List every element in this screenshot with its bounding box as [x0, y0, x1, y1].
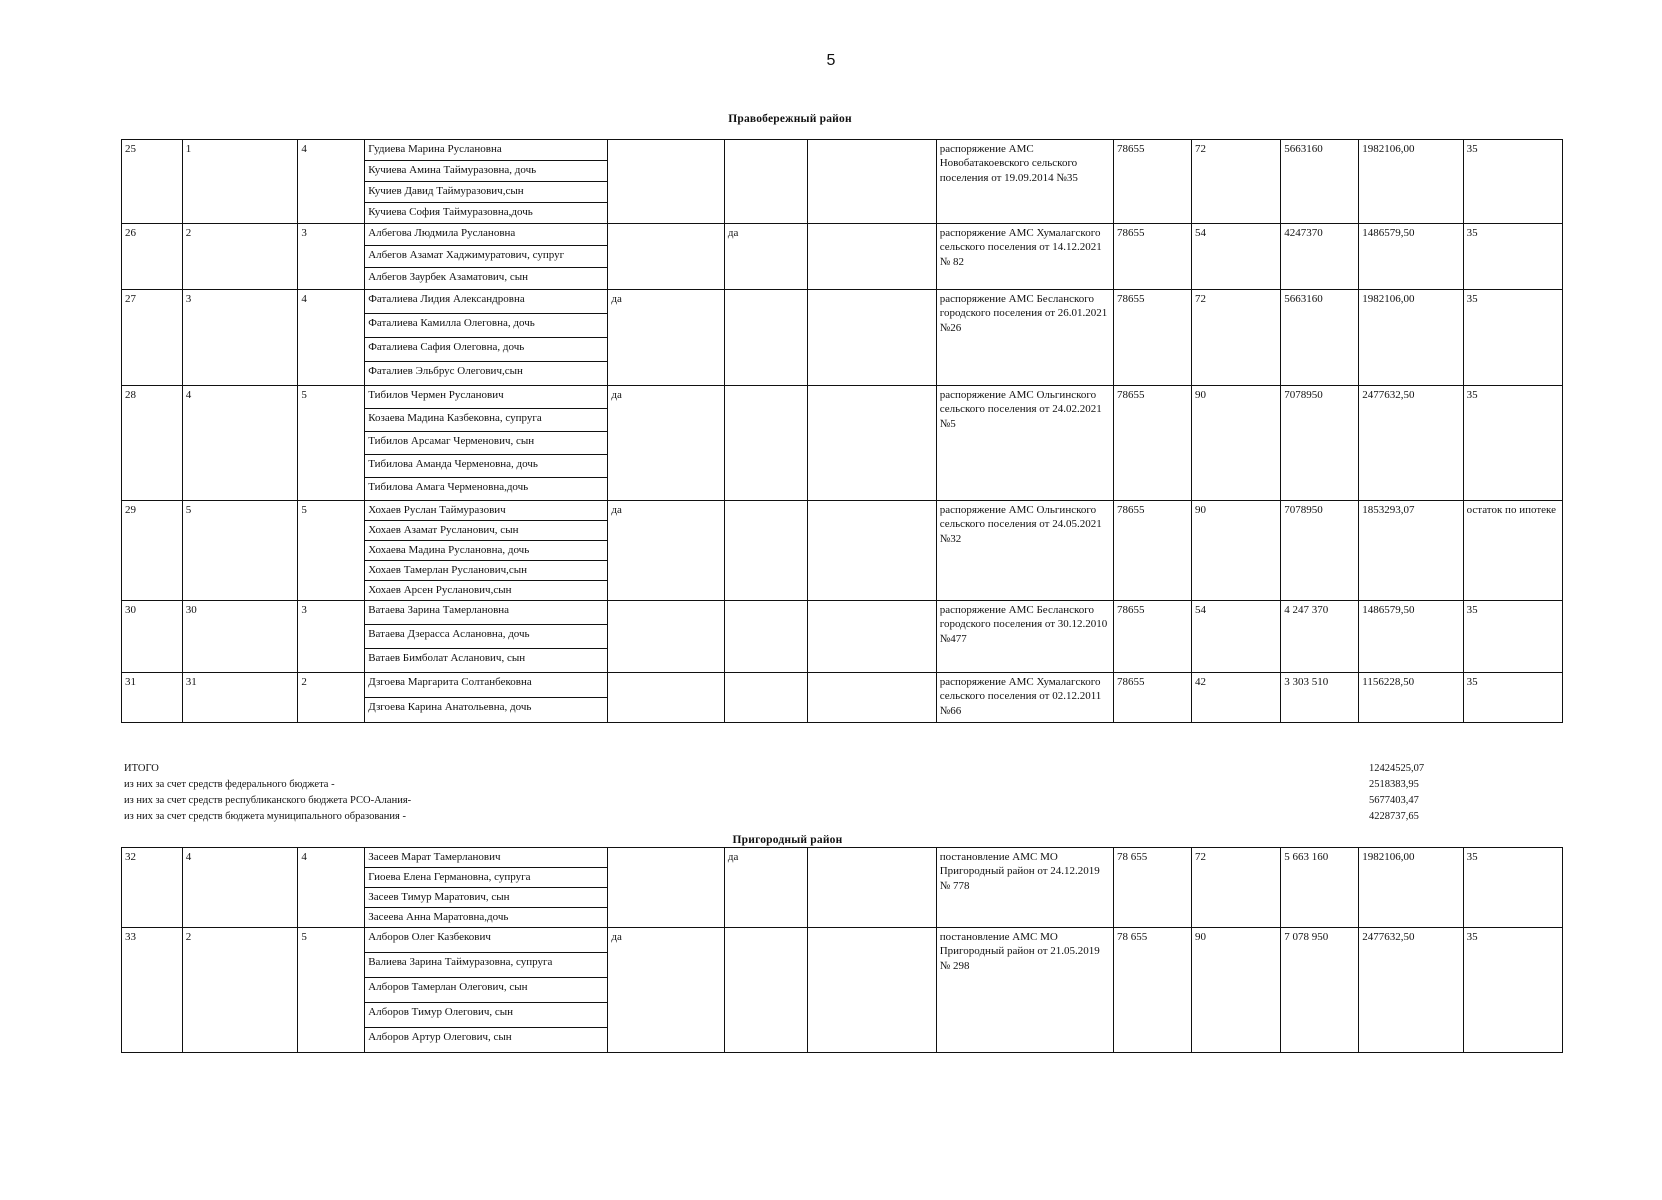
record-sub-number: 2: [182, 928, 298, 1053]
table-row: [122, 848, 1563, 868]
federal-budget-label: из них за счет средств федерального бюджета -: [124, 779, 335, 790]
family-member: Тибилова Амага Черменовна,дочь: [365, 478, 608, 501]
federal-budget-value: 2518383,95: [1369, 779, 1419, 790]
record-sub-number: 3: [182, 290, 298, 386]
record-sub-number: 1: [182, 140, 298, 224]
percent-value: 35: [1463, 848, 1562, 928]
family-size: 3: [298, 224, 365, 290]
col6-flag: [724, 140, 807, 224]
republic-budget-label: из них за счет средств республиканского бюджета РСО-Алания-: [124, 795, 412, 806]
family-member: Кучиев Давид Таймуразович,сын: [365, 182, 608, 203]
family-member: Валиева Зарина Таймуразовна, супруга: [365, 953, 608, 978]
basis-document: распоряжение АМС Бесланского городского поселения от 30.12.2010 №477: [936, 601, 1113, 673]
subsidy-amount: 1156228,50: [1359, 673, 1463, 723]
area-value: 72: [1192, 140, 1281, 224]
family-size: 4: [298, 848, 365, 928]
area-value: 90: [1192, 386, 1281, 501]
record-sub-number: 4: [182, 386, 298, 501]
family-member: Кучиева София Таймуразовна,дочь: [365, 203, 608, 224]
total-cost: 5 663 160: [1281, 848, 1359, 928]
norm-cost: 78655: [1114, 386, 1192, 501]
family-member: Фаталиева Камилла Олеговна, дочь: [365, 314, 608, 338]
family-member: Алборов Тамерлан Олегович, сын: [365, 978, 608, 1003]
col6-flag: [724, 601, 807, 673]
table-row: [122, 140, 1563, 161]
subsidy-amount: 1982106,00: [1359, 848, 1463, 928]
record-number: 30: [122, 601, 183, 673]
area-value: 42: [1192, 673, 1281, 723]
family-member: Фаталиева Лидия Александровна: [365, 290, 608, 314]
family-size: 3: [298, 601, 365, 673]
republic-budget-value: 5677403,47: [1369, 795, 1419, 806]
family-member: Албегов Заурбек Азаматович, сын: [365, 268, 608, 290]
area-value: 54: [1192, 601, 1281, 673]
norm-cost: 78 655: [1114, 928, 1192, 1053]
norm-cost: 78655: [1114, 140, 1192, 224]
total-row: [124, 761, 1564, 777]
col7-empty: [808, 140, 937, 224]
record-sub-number: 30: [182, 601, 298, 673]
col5-flag: [608, 673, 725, 723]
record-number: 28: [122, 386, 183, 501]
col7-empty: [808, 848, 937, 928]
record-sub-number: 5: [182, 501, 298, 601]
total-cost: 4247370: [1281, 224, 1359, 290]
municipal-budget-row: [124, 809, 1564, 825]
area-value: 90: [1192, 928, 1281, 1053]
record-number: 27: [122, 290, 183, 386]
federal-budget-row: [124, 777, 1564, 793]
norm-cost: 78655: [1114, 601, 1192, 673]
percent-value: 35: [1463, 386, 1562, 501]
total-cost: 7078950: [1281, 386, 1359, 501]
col5-flag: [608, 848, 725, 928]
percent-value: 35: [1463, 928, 1562, 1053]
family-member: Ватаева Зарина Тамерлановна: [365, 601, 608, 625]
col6-flag: [724, 501, 807, 601]
col7-empty: [808, 601, 937, 673]
section-title-pravoberezhny: Правобережный район: [728, 113, 852, 125]
family-member: Засеева Анна Маратовна,дочь: [365, 908, 608, 928]
area-value: 72: [1192, 848, 1281, 928]
col7-empty: [808, 928, 937, 1053]
section-title-prigorodny: Пригородный район: [732, 834, 843, 846]
col7-empty: [808, 501, 937, 601]
percent-value: 35: [1463, 290, 1562, 386]
subsidy-amount: 1982106,00: [1359, 290, 1463, 386]
basis-document: распоряжение АМС Ольгинского сельского поселения от 24.02.2021 №5: [936, 386, 1113, 501]
percent-value: 35: [1463, 140, 1562, 224]
norm-cost: 78655: [1114, 501, 1192, 601]
basis-document: постановление АМС МО Пригородный район от 24.12.2019 № 778: [936, 848, 1113, 928]
record-number: 31: [122, 673, 183, 723]
col5-flag: [608, 601, 725, 673]
record-sub-number: 2: [182, 224, 298, 290]
total-cost: 3 303 510: [1281, 673, 1359, 723]
page-number: 5: [826, 52, 836, 69]
table-row: [122, 928, 1563, 953]
total-cost: 5663160: [1281, 140, 1359, 224]
basis-document: распоряжение АМС Бесланского городского поселения от 26.01.2021 №26: [936, 290, 1113, 386]
col5-flag: да: [608, 290, 725, 386]
family-member: Ватаев Бимболат Асланович, сын: [365, 649, 608, 673]
col6-flag: [724, 928, 807, 1053]
subsidy-amount: 2477632,50: [1359, 386, 1463, 501]
family-member: Тибилова Аманда Черменовна, дочь: [365, 455, 608, 478]
family-member: Гиоева Елена Германовна, супруга: [365, 868, 608, 888]
table-row: [122, 386, 1563, 409]
record-number: 32: [122, 848, 183, 928]
family-member: Тибилов Арсамаг Черменович, сын: [365, 432, 608, 455]
col5-flag: да: [608, 386, 725, 501]
col6-flag: да: [724, 224, 807, 290]
municipal-budget-label: из них за счет средств бюджета муниципального образования -: [124, 811, 406, 822]
family-size: 4: [298, 140, 365, 224]
family-member: Алборов Олег Казбекович: [365, 928, 608, 953]
percent-value: 35: [1463, 224, 1562, 290]
percent-value: 35: [1463, 601, 1562, 673]
family-member: Дзгоева Карина Анатольевна, дочь: [365, 698, 608, 723]
col5-flag: да: [608, 928, 725, 1053]
totals-block: [124, 761, 1564, 825]
municipal-budget-value: 4228737,65: [1369, 811, 1419, 822]
subsidy-amount: 1982106,00: [1359, 140, 1463, 224]
family-member: Засеев Тимур Маратович, сын: [365, 888, 608, 908]
records-table-prigorodny: [121, 847, 1563, 1053]
family-size: 4: [298, 290, 365, 386]
table-row: [122, 673, 1563, 698]
table-row: [122, 290, 1563, 314]
family-size: 5: [298, 386, 365, 501]
basis-document: распоряжение АМС Хумалагского сельского поселения от 02.12.2011 №66: [936, 673, 1113, 723]
norm-cost: 78655: [1114, 224, 1192, 290]
percent-value: остаток по ипотеке: [1463, 501, 1562, 601]
family-member: Кучиева Амина Таймуразовна, дочь: [365, 161, 608, 182]
norm-cost: 78655: [1114, 290, 1192, 386]
family-size: 5: [298, 928, 365, 1053]
family-member: Фаталиев Эльбрус Олегович,сын: [365, 362, 608, 386]
col7-empty: [808, 290, 937, 386]
subsidy-amount: 1486579,50: [1359, 601, 1463, 673]
col6-flag: [724, 386, 807, 501]
family-member: Албегов Азамат Хаджимуратович, супруг: [365, 246, 608, 268]
family-member: Алборов Артур Олегович, сын: [365, 1028, 608, 1053]
republic-budget-row: [124, 793, 1564, 809]
total-cost: 7078950: [1281, 501, 1359, 601]
records-table-pravoberezhny: [121, 139, 1563, 723]
family-member: Дзгоева Маргарита Солтанбековна: [365, 673, 608, 698]
col7-empty: [808, 224, 937, 290]
record-number: 26: [122, 224, 183, 290]
family-member: Хохаев Руслан Таймуразович: [365, 501, 608, 521]
total-cost: 5663160: [1281, 290, 1359, 386]
col5-flag: да: [608, 501, 725, 601]
record-sub-number: 4: [182, 848, 298, 928]
record-sub-number: 31: [182, 673, 298, 723]
family-member: Фаталиева Сафия Олеговна, дочь: [365, 338, 608, 362]
area-value: 90: [1192, 501, 1281, 601]
family-member: Хохаев Тамерлан Русланович,сын: [365, 561, 608, 581]
basis-document: распоряжение АМС Хумалагского сельского поселения от 14.12.2021 № 82: [936, 224, 1113, 290]
col7-empty: [808, 673, 937, 723]
norm-cost: 78655: [1114, 673, 1192, 723]
record-number: 29: [122, 501, 183, 601]
subsidy-amount: 1853293,07: [1359, 501, 1463, 601]
norm-cost: 78 655: [1114, 848, 1192, 928]
family-member: Хохаев Азамат Русланович, сын: [365, 521, 608, 541]
family-size: 5: [298, 501, 365, 601]
family-member: Албегова Людмила Руслановна: [365, 224, 608, 246]
total-cost: 4 247 370: [1281, 601, 1359, 673]
col6-flag: [724, 290, 807, 386]
family-member: Тибилов Чермен Русланович: [365, 386, 608, 409]
family-member: Алборов Тимур Олегович, сын: [365, 1003, 608, 1028]
family-member: Гудиева Марина Руслановна: [365, 140, 608, 161]
record-number: 33: [122, 928, 183, 1053]
col7-empty: [808, 386, 937, 501]
percent-value: 35: [1463, 673, 1562, 723]
total-label: ИТОГО: [124, 763, 159, 774]
family-member: Хохаев Арсен Русланович,сын: [365, 581, 608, 601]
total-cost: 7 078 950: [1281, 928, 1359, 1053]
record-number: 25: [122, 140, 183, 224]
family-size: 2: [298, 673, 365, 723]
subsidy-amount: 2477632,50: [1359, 928, 1463, 1053]
col5-flag: [608, 140, 725, 224]
subsidy-amount: 1486579,50: [1359, 224, 1463, 290]
family-member: Ватаева Дзерасса Аслановна, дочь: [365, 625, 608, 649]
table-row: [122, 501, 1563, 521]
col6-flag: [724, 673, 807, 723]
table-row: [122, 601, 1563, 625]
family-member: Хохаева Мадина Руслановна, дочь: [365, 541, 608, 561]
total-value: 12424525,07: [1369, 763, 1425, 774]
col5-flag: [608, 224, 725, 290]
basis-document: распоряжение АМС Новобатакоевского сельского поселения от 19.09.2014 №35: [936, 140, 1113, 224]
family-member: Засеев Марат Тамерланович: [365, 848, 608, 868]
family-member: Козаева Мадина Казбековна, супруга: [365, 409, 608, 432]
area-value: 72: [1192, 290, 1281, 386]
area-value: 54: [1192, 224, 1281, 290]
table-row: [122, 224, 1563, 246]
basis-document: распоряжение АМС Ольгинского сельского поселения от 24.05.2021 №32: [936, 501, 1113, 601]
col6-flag: да: [724, 848, 807, 928]
basis-document: постановление АМС МО Пригородный район от 21.05.2019 № 298: [936, 928, 1113, 1053]
